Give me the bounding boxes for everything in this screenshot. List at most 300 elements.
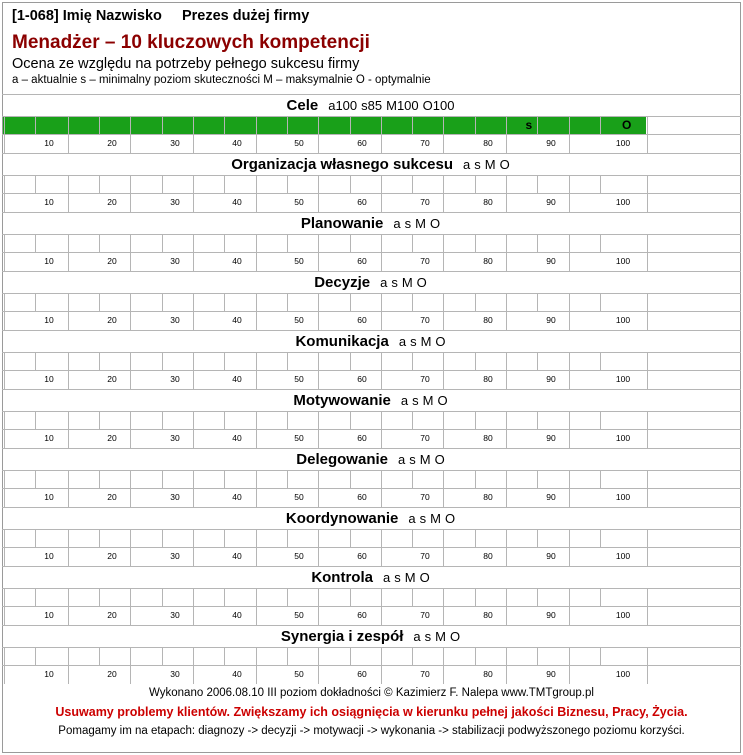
rating-bar[interactable]	[2, 647, 741, 666]
scale-tick: 90	[546, 669, 556, 679]
grid-line	[412, 116, 413, 135]
grid-line	[162, 234, 163, 253]
section-title-row	[2, 330, 741, 352]
grid-line	[193, 116, 194, 153]
grid-line	[4, 588, 5, 625]
section-mark: a	[382, 570, 391, 585]
grid-line	[443, 293, 444, 330]
grid-line	[443, 588, 444, 625]
grid-line	[350, 529, 351, 548]
grid-line	[256, 175, 257, 212]
grid-line	[350, 234, 351, 253]
footer-made: Wykonano 2006.08.10 III poziom dokładności © Kazimierz F. Nalepa www.TMTgroup.pl	[149, 687, 594, 699]
section-mark: O	[499, 157, 510, 172]
grid-line	[318, 647, 319, 684]
grid-line	[99, 411, 100, 430]
scale-tick: 40	[232, 197, 242, 207]
grid-line	[68, 529, 69, 566]
scale-tick: 80	[483, 492, 493, 502]
grid-line	[506, 588, 507, 625]
section-mark: s	[394, 570, 401, 585]
grid-line	[381, 411, 382, 448]
grid-line	[475, 411, 476, 430]
scale-tick: 90	[546, 138, 556, 148]
scale-tick: 90	[546, 374, 556, 384]
grid-line	[68, 411, 69, 448]
scale-tick: 100	[615, 197, 631, 207]
scale-tick: 100	[615, 138, 631, 148]
rating-bar[interactable]	[2, 234, 741, 253]
grid-line	[537, 529, 538, 548]
grid-line	[256, 352, 257, 389]
section-mark: O	[419, 570, 430, 585]
page-subtitle: Ocena ze względu na potrzeby pełnego sukcesu firmy	[12, 56, 360, 72]
grid-line	[162, 529, 163, 548]
grid-line	[537, 293, 538, 312]
grid-line	[162, 175, 163, 194]
scale-tick: 80	[483, 551, 493, 561]
section-mark: M	[401, 275, 413, 290]
scale-tick: 80	[483, 256, 493, 266]
section-title: Planowanie	[300, 215, 384, 232]
grid-line	[130, 647, 131, 684]
grid-line	[647, 175, 648, 212]
grid-line	[506, 411, 507, 448]
section-marks	[399, 393, 450, 408]
scale-tick: 10	[44, 256, 54, 266]
grid-line	[287, 647, 288, 666]
section-5	[2, 330, 741, 389]
scale-tick: 50	[294, 197, 304, 207]
section-title-row	[2, 448, 741, 470]
grid-line	[318, 175, 319, 212]
scale-tick: 30	[170, 315, 180, 325]
section-mark: a	[400, 393, 409, 408]
grid-line	[130, 470, 131, 507]
grid-line	[381, 352, 382, 389]
scale-tick: 70	[420, 374, 430, 384]
rating-bar[interactable]	[2, 175, 741, 194]
scale-tick: 60	[357, 315, 367, 325]
section-title: Cele	[286, 97, 319, 114]
section-mark: M	[420, 334, 432, 349]
section-10	[2, 625, 741, 684]
section-title-row	[2, 625, 741, 647]
scale-tick: 70	[420, 433, 430, 443]
section-mark: M	[430, 511, 441, 526]
scale-tick: 20	[107, 492, 117, 502]
grid-line	[68, 293, 69, 330]
scale-tick: 30	[170, 197, 180, 207]
grid-line	[35, 293, 36, 312]
section-mark: s	[419, 511, 427, 526]
scale-tick: 10	[44, 610, 54, 620]
grid-line	[647, 588, 648, 625]
grid-line	[287, 529, 288, 548]
grid-line	[569, 293, 570, 330]
scale-tick: 60	[357, 433, 367, 443]
section-mark: s	[410, 334, 417, 349]
grid-line	[193, 234, 194, 271]
grid-line	[162, 116, 163, 135]
scale-tick: 90	[546, 610, 556, 620]
section-mark: s	[474, 157, 481, 172]
grid-line	[569, 175, 570, 212]
scale-tick: 90	[546, 315, 556, 325]
grid-line	[287, 470, 288, 489]
grid-line	[256, 411, 257, 448]
section-title-row	[2, 153, 741, 175]
scale-tick: 50	[294, 256, 304, 266]
grid-line	[506, 175, 507, 212]
grid-line	[318, 529, 319, 566]
rating-bar[interactable]	[2, 352, 741, 371]
grid-line	[537, 470, 538, 489]
section-marks	[411, 629, 462, 644]
grid-line	[350, 293, 351, 312]
grid-line	[318, 470, 319, 507]
grid-line	[647, 352, 648, 389]
scale-tick: 40	[232, 138, 242, 148]
scale-tick: 10	[44, 669, 54, 679]
grid-line	[569, 647, 570, 684]
legend: a – aktualnie s – minimalny poziom skuteczności M – maksymalnie O - optymalnie	[12, 74, 431, 86]
grid-line	[318, 411, 319, 448]
section-4	[2, 271, 741, 330]
section-mark: s	[391, 275, 398, 290]
grid-line	[412, 647, 413, 666]
grid-line	[318, 352, 319, 389]
grid-line	[130, 411, 131, 448]
grid-line	[68, 352, 69, 389]
grid-line	[600, 234, 601, 253]
scale-tick: 20	[107, 433, 117, 443]
scale-tick: 100	[615, 492, 631, 502]
grid-line	[99, 647, 100, 666]
footer	[2, 687, 741, 737]
grid-line	[506, 352, 507, 389]
section-6	[2, 389, 741, 448]
grid-line	[162, 352, 163, 371]
grid-line	[475, 529, 476, 548]
grid-line	[647, 116, 648, 153]
grid-line	[224, 352, 225, 371]
grid-line	[35, 470, 36, 489]
grid-line	[381, 293, 382, 330]
rating-bar[interactable]	[2, 293, 741, 312]
scale-tick: 80	[483, 610, 493, 620]
rating-bar[interactable]	[2, 529, 741, 548]
grid-line	[162, 470, 163, 489]
scale-tick: 30	[170, 551, 180, 561]
grid-line	[412, 175, 413, 194]
scale-tick: 20	[107, 256, 117, 266]
grid-line	[287, 234, 288, 253]
scale-tick: 100	[615, 374, 631, 384]
scale-tick: 70	[420, 197, 430, 207]
section-mark: M	[422, 393, 434, 408]
grid-line	[35, 411, 36, 430]
grid-line	[475, 175, 476, 194]
grid-line	[537, 352, 538, 371]
scale-tick: 70	[420, 610, 430, 620]
scale-tick: 100	[615, 256, 631, 266]
grid-line	[412, 470, 413, 489]
scale-tick: 10	[44, 374, 54, 384]
grid-line	[600, 647, 601, 666]
grid-line	[350, 411, 351, 430]
grid-line	[569, 234, 570, 271]
rating-bar[interactable]	[2, 411, 741, 430]
grid-line	[224, 116, 225, 135]
grid-line	[350, 175, 351, 194]
grid-line	[537, 116, 538, 135]
scale-tick: 50	[294, 138, 304, 148]
section-mark: a	[393, 216, 401, 231]
grid-line	[381, 588, 382, 625]
section-mark: s	[404, 216, 412, 231]
grid-line	[569, 588, 570, 625]
section-mark: s	[412, 393, 419, 408]
grid-line	[412, 411, 413, 430]
scale-tick: 50	[294, 492, 304, 502]
grid-line	[68, 588, 69, 625]
grid-line	[412, 352, 413, 371]
grid-line	[287, 588, 288, 607]
grid-line	[381, 529, 382, 566]
grid-line	[475, 647, 476, 666]
grid-line	[256, 529, 257, 566]
scale-tick: 30	[170, 669, 180, 679]
scale-tick: 50	[294, 315, 304, 325]
section-mark: s	[424, 629, 432, 644]
grid-line	[193, 647, 194, 684]
grid-line	[256, 470, 257, 507]
scale-tick: 80	[483, 138, 493, 148]
grid-line	[162, 411, 163, 430]
grid-line	[68, 470, 69, 507]
grid-line	[4, 293, 5, 330]
scale-tick: 40	[232, 610, 242, 620]
scale-tick: 60	[357, 551, 367, 561]
grid-line	[130, 352, 131, 389]
section-mark: O	[437, 393, 448, 408]
scale-tick: 90	[546, 551, 556, 561]
section-marks	[381, 570, 432, 585]
scale-tick: 30	[170, 433, 180, 443]
grid-line	[35, 234, 36, 253]
grid-line	[412, 293, 413, 312]
scale-tick: 90	[546, 256, 556, 266]
scale-tick: 80	[483, 669, 493, 679]
scale-tick: 20	[107, 374, 117, 384]
grid-line	[224, 293, 225, 312]
grid-line	[569, 529, 570, 566]
grid-line	[443, 411, 444, 448]
section-1	[2, 94, 741, 153]
grid-line	[4, 175, 5, 212]
scale-tick: 60	[357, 610, 367, 620]
scale-tick: 40	[232, 492, 242, 502]
grid-line	[99, 352, 100, 371]
grid-line	[569, 116, 570, 153]
scale-tick: 90	[546, 492, 556, 502]
grid-line	[287, 411, 288, 430]
section-mark: s	[409, 452, 416, 467]
grid-line	[381, 116, 382, 153]
grid-line	[224, 470, 225, 489]
rating-bar[interactable]	[2, 588, 741, 607]
grid-line	[256, 234, 257, 271]
section-mark: a	[413, 629, 421, 644]
scale-tick: 20	[107, 610, 117, 620]
grid-line	[193, 529, 194, 566]
scale-tick: 80	[483, 315, 493, 325]
grid-line	[193, 352, 194, 389]
grid-line	[475, 588, 476, 607]
scale-tick: 10	[44, 315, 54, 325]
grid-line	[318, 234, 319, 271]
grid-line	[224, 411, 225, 430]
scale-tick: 70	[420, 669, 430, 679]
scale-tick: 70	[420, 492, 430, 502]
grid-line	[475, 352, 476, 371]
grid-line	[35, 647, 36, 666]
grid-line	[647, 647, 648, 684]
grid-line	[4, 234, 5, 271]
scale-tick: 40	[232, 374, 242, 384]
bar-mark-O: O	[622, 118, 632, 132]
scale-tick: 20	[107, 551, 117, 561]
section-mark: O	[435, 334, 446, 349]
section-mark: M100	[386, 98, 419, 113]
grid-line	[350, 352, 351, 371]
scale-tick: 10	[44, 138, 54, 148]
grid-line	[537, 234, 538, 253]
grid-line	[256, 588, 257, 625]
grid-line	[506, 234, 507, 271]
grid-line	[193, 293, 194, 330]
section-marks	[326, 98, 456, 113]
section-mark: a	[398, 334, 407, 349]
scale-tick: 60	[357, 138, 367, 148]
section-mark: M	[484, 157, 496, 172]
scale-tick: 10	[44, 492, 54, 502]
scale-tick: 30	[170, 138, 180, 148]
section-title-row	[2, 94, 741, 116]
grid-line	[287, 293, 288, 312]
grid-line	[569, 411, 570, 448]
grid-line	[381, 647, 382, 684]
section-mark: a	[398, 452, 406, 467]
grid-line	[35, 588, 36, 607]
grid-line	[224, 175, 225, 194]
grid-line	[99, 588, 100, 607]
section-mark: a	[463, 157, 471, 172]
section-9	[2, 566, 741, 625]
scale-tick: 40	[232, 433, 242, 443]
grid-line	[130, 588, 131, 625]
grid-line	[287, 352, 288, 371]
grid-line	[256, 647, 257, 684]
grid-line	[412, 588, 413, 607]
grid-line	[130, 529, 131, 566]
grid-line	[162, 293, 163, 312]
grid-line	[193, 470, 194, 507]
rating-bar[interactable]	[2, 470, 741, 489]
scale-tick: 90	[546, 197, 556, 207]
grid-line	[99, 529, 100, 548]
section-8	[2, 507, 741, 566]
grid-line	[475, 234, 476, 253]
scale-tick: 70	[420, 551, 430, 561]
scale-tick: 60	[357, 492, 367, 502]
grid-line	[647, 470, 648, 507]
section-7	[2, 448, 741, 507]
section-title-row	[2, 212, 741, 234]
section-mark: M	[404, 570, 416, 585]
section-mark: a	[380, 275, 388, 290]
grid-line	[35, 529, 36, 548]
section-marks	[396, 452, 447, 467]
scale-tick: 60	[357, 374, 367, 384]
grid-line	[4, 352, 5, 389]
scale-tick: 80	[483, 433, 493, 443]
section-mark: O	[429, 216, 441, 231]
scale-tick: 30	[170, 610, 180, 620]
grid-line	[224, 529, 225, 548]
scale-tick: 50	[294, 669, 304, 679]
grid-line	[506, 647, 507, 684]
grid-line	[318, 293, 319, 330]
grid-line	[647, 529, 648, 566]
grid-line	[162, 647, 163, 666]
scale-tick: 20	[107, 197, 117, 207]
scale-tick: 40	[232, 551, 242, 561]
grid-line	[35, 175, 36, 194]
grid-line	[443, 352, 444, 389]
section-mark: O	[434, 452, 445, 467]
scale-tick: 100	[615, 433, 631, 443]
section-title: Kontrola	[311, 569, 373, 586]
section-title: Koordynowanie	[285, 510, 399, 527]
scale-tick: 70	[420, 138, 430, 148]
grid-line	[68, 175, 69, 212]
section-mark: M	[415, 216, 426, 231]
scale-tick: 40	[232, 669, 242, 679]
grid-line	[130, 234, 131, 271]
record-id: [1-068]	[12, 8, 59, 24]
grid-line	[506, 116, 507, 153]
section-title-row	[2, 507, 741, 529]
grid-line	[4, 529, 5, 566]
grid-line	[4, 411, 5, 448]
grid-line	[569, 352, 570, 389]
section-marks	[378, 275, 429, 290]
grid-line	[35, 352, 36, 371]
grid-line	[256, 116, 257, 153]
grid-line	[506, 529, 507, 566]
section-marks	[397, 334, 448, 349]
grid-line	[600, 293, 601, 312]
section-title: Motywowanie	[293, 392, 391, 409]
scale-tick: 60	[357, 197, 367, 207]
grid-line	[130, 175, 131, 212]
section-title-row	[2, 271, 741, 293]
grid-line	[537, 411, 538, 430]
grid-line	[537, 647, 538, 666]
scale-tick: 100	[615, 610, 631, 620]
